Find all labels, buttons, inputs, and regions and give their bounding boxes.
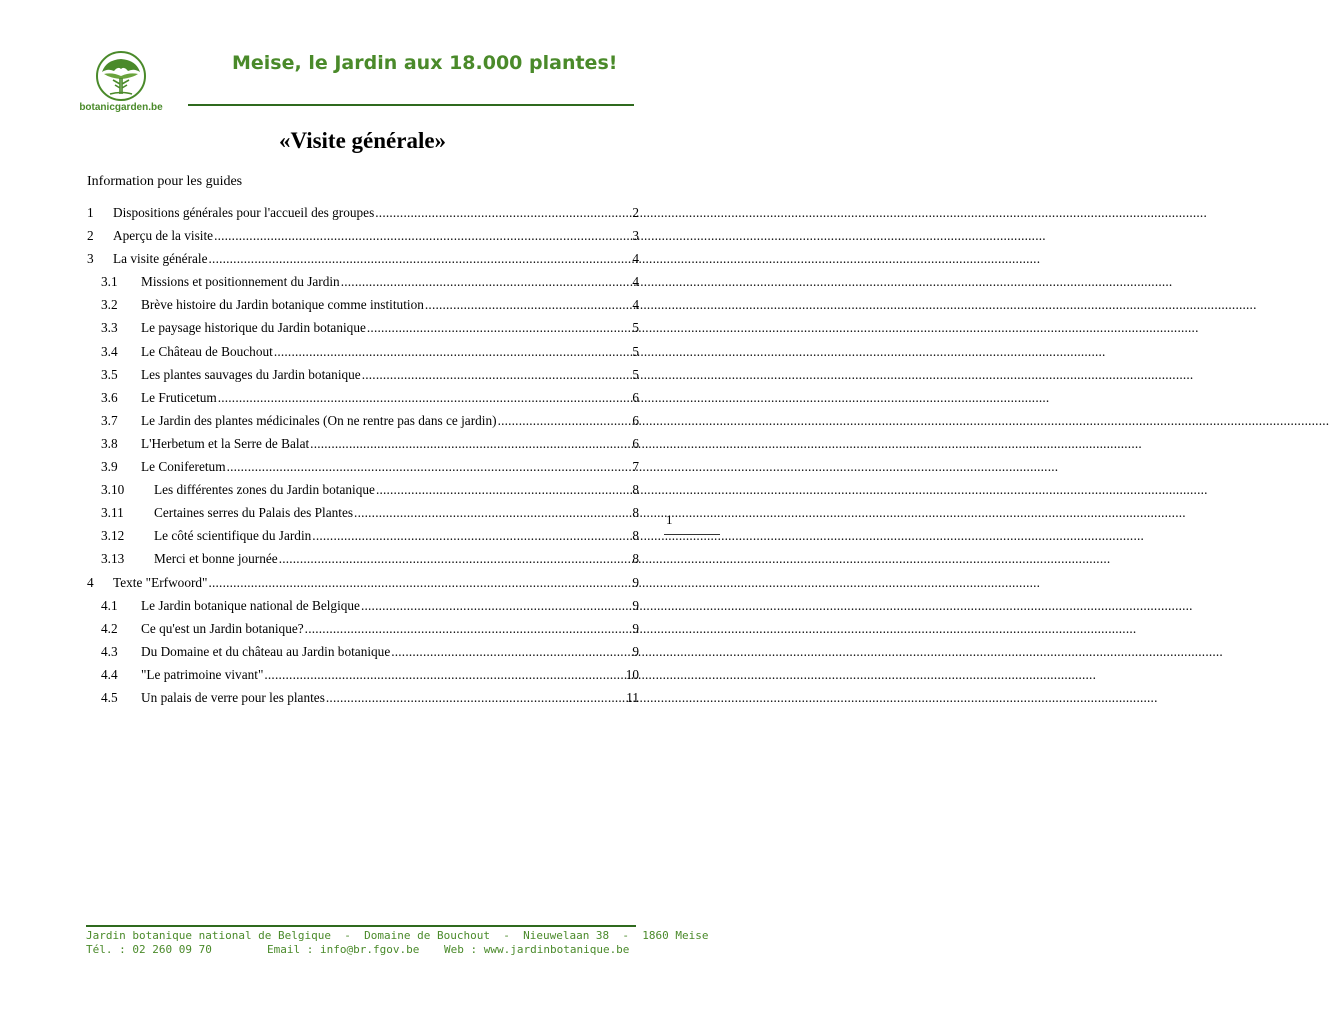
- toc-entry-page: 8: [632, 482, 639, 498]
- toc-dot-leader: [310, 436, 631, 452]
- toc-entry-label: Le Château de Bouchout: [141, 343, 273, 359]
- toc-entry[interactable]: [87, 413, 639, 436]
- page-number-rule: [664, 534, 720, 535]
- toc-entry-number: 3.5: [101, 366, 118, 382]
- toc-entry-label: Le paysage historique du Jardin botanique: [141, 320, 366, 336]
- footer-divider: [86, 925, 636, 927]
- toc-entry-label: Le Coniferetum: [141, 459, 226, 475]
- toc-entry-label: Dispositions générales pour l'accueil des groupes: [113, 205, 375, 220]
- toc-entry-number: 4.5: [101, 689, 118, 705]
- toc-entry[interactable]: [87, 551, 639, 574]
- toc-dot-leader: [208, 575, 631, 591]
- tree-logo-icon: [79, 50, 163, 114]
- toc-entry-label: Texte "Erfwoord": [113, 574, 208, 590]
- toc-entry[interactable]: [87, 482, 639, 505]
- toc-entry-page: 11: [626, 689, 639, 705]
- toc-entry-number: 1: [87, 205, 94, 220]
- toc-entry[interactable]: [87, 644, 639, 667]
- toc-entry-page: 6: [632, 435, 639, 451]
- toc-dot-leader: [362, 367, 632, 383]
- toc-entry[interactable]: [87, 667, 639, 690]
- toc-dot-leader: [326, 690, 625, 706]
- document-title: «Visite générale»: [278, 128, 447, 153]
- toc-dot-leader: [218, 390, 632, 406]
- toc-entry[interactable]: [87, 459, 639, 482]
- toc-entry-page: 3: [632, 228, 639, 244]
- toc-entry-label: Merci et bonne journée: [154, 551, 278, 567]
- toc-dot-leader: [305, 621, 632, 637]
- toc-entry-page: 9: [632, 620, 639, 636]
- header-title: Meise, le Jardin aux 18.000 plantes!: [232, 52, 618, 74]
- toc-entry-label: Le côté scientifique du Jardin: [154, 528, 312, 544]
- header-divider: [188, 104, 634, 106]
- toc-entry-label: L'Herbetum et la Serre de Balat: [141, 435, 310, 451]
- toc-entry-page: 5: [632, 320, 639, 336]
- toc-entry-page: 10: [625, 666, 639, 682]
- toc-entry-number: 3.4: [101, 343, 118, 359]
- document-subtitle: Information pour les guides: [87, 174, 243, 189]
- toc-entry-label: Le Jardin botanique national de Belgique: [141, 597, 360, 613]
- toc-entry-label: Missions et positionnement du Jardin: [141, 274, 340, 290]
- toc-entry-page: 9: [632, 597, 639, 613]
- toc-entry-label: Le Jardin des plantes médicinales (On ne rentre pas dans ce jardin): [141, 412, 497, 428]
- toc-entry-label: Les plantes sauvages du Jardin botanique: [141, 366, 361, 382]
- toc-entry[interactable]: [87, 621, 639, 644]
- toc-entry-label: Un palais de verre pour les plantes: [141, 689, 325, 705]
- toc-entry-number: 3.13: [101, 551, 125, 567]
- toc-entry[interactable]: [87, 297, 639, 320]
- toc-dot-leader: [425, 297, 631, 313]
- toc-entry-number: 3: [87, 251, 94, 267]
- toc-dot-leader: [376, 482, 631, 498]
- toc-entry-page: 8: [632, 505, 639, 521]
- toc-entry[interactable]: [87, 274, 639, 297]
- toc-entry-number: 4.4: [101, 666, 118, 682]
- toc-entry[interactable]: [87, 528, 639, 551]
- footer-email[interactable]: Email : info@br.fgov.be: [267, 943, 420, 956]
- toc-entry-label: La visite générale: [113, 251, 208, 267]
- toc-entry-label: Brève histoire du Jardin botanique comme institution: [141, 297, 424, 313]
- toc-entry-number: 2: [87, 228, 94, 244]
- toc-entry-label: Certaines serres du Palais des Plantes: [154, 505, 354, 521]
- toc-entry-page: 7: [632, 459, 639, 475]
- toc-entry[interactable]: [87, 251, 639, 274]
- toc-entry-number: 4.3: [101, 643, 118, 659]
- toc-entry[interactable]: [87, 344, 639, 367]
- toc-entry-label: Le Fruticetum: [141, 389, 217, 405]
- footer-address: Jardin botanique national de Belgique - Domaine de Bouchout - Nieuwelaan 38 - 1860 Meise: [86, 929, 709, 942]
- toc-entry-number: 3.11: [101, 505, 124, 521]
- toc-entry-number: 3.6: [101, 389, 118, 405]
- toc-entry-page: 4: [632, 297, 639, 313]
- toc-entry[interactable]: [87, 390, 639, 413]
- toc-entry-page: 5: [632, 366, 639, 382]
- toc-dot-leader: [209, 251, 632, 267]
- toc-dot-leader: [214, 228, 631, 244]
- toc-entry-number: 4.1: [101, 597, 118, 613]
- toc-entry-number: 3.2: [101, 297, 118, 313]
- toc-dot-leader: [227, 459, 632, 475]
- toc-entry[interactable]: [87, 320, 639, 343]
- page-number: 1: [666, 512, 673, 527]
- toc-entry-page: 5: [632, 343, 639, 359]
- toc-entry-number: 4: [87, 574, 94, 590]
- toc-entry[interactable]: [87, 205, 639, 228]
- toc-entry-page: 2: [632, 205, 639, 220]
- toc-entry-page: 8: [632, 551, 639, 567]
- footer-phone: Tél. : 02 260 09 70: [86, 943, 212, 956]
- toc-entry[interactable]: [87, 598, 639, 621]
- toc-entry-number: 3.1: [101, 274, 118, 290]
- toc-dot-leader: [264, 667, 624, 683]
- footer-contacts: [86, 943, 636, 956]
- toc-entry[interactable]: [87, 228, 639, 251]
- toc-dot-leader: [361, 598, 631, 614]
- toc-dot-leader: [391, 644, 631, 660]
- toc-dot-leader: [375, 205, 631, 221]
- toc-entry-page: 4: [632, 251, 639, 267]
- toc-entry[interactable]: [87, 505, 639, 528]
- toc-dot-leader: [279, 551, 632, 567]
- toc-entry-label: Les différentes zones du Jardin botanique: [154, 482, 375, 498]
- toc-entry-label: "Le patrimoine vivant": [141, 666, 264, 682]
- table-of-contents: [87, 205, 639, 713]
- toc-entry-page: 6: [632, 389, 639, 405]
- toc-entry[interactable]: [87, 575, 639, 598]
- footer: [86, 929, 709, 956]
- toc-dot-leader: [498, 413, 632, 429]
- footer-web[interactable]: Web : www.jardinbotanique.be: [444, 943, 630, 956]
- toc-entry-label: Ce qu'est un Jardin botanique?: [141, 620, 304, 636]
- toc-entry-number: 3.9: [101, 459, 118, 475]
- toc-entry-page: 6: [632, 412, 639, 428]
- toc-dot-leader: [274, 344, 632, 360]
- logo-wordmark: botanicgarden.be: [79, 102, 163, 113]
- toc-dot-leader: [341, 274, 632, 290]
- toc-entry-page: 9: [632, 574, 639, 590]
- toc-entry-label: Du Domaine et du château au Jardin botanique: [141, 643, 391, 659]
- toc-dot-leader: [354, 505, 631, 521]
- toc-entry[interactable]: [87, 690, 639, 713]
- toc-entry-number: 3.8: [101, 435, 118, 451]
- toc-entry-page: 9: [632, 643, 639, 659]
- toc-entry-number: 4.2: [101, 620, 118, 636]
- botanic-garden-logo: [79, 50, 163, 114]
- toc-entry-page: 4: [632, 274, 639, 290]
- toc-entry[interactable]: [87, 436, 639, 459]
- toc-entry-number: 3.3: [101, 320, 118, 336]
- toc-entry-label: Aperçu de la visite: [113, 228, 214, 244]
- toc-dot-leader: [367, 320, 631, 336]
- toc-entry-number: 3.7: [101, 412, 118, 428]
- toc-dot-leader: [312, 528, 631, 544]
- toc-entry[interactable]: [87, 367, 639, 390]
- toc-entry-number: 3.12: [101, 528, 125, 544]
- toc-entry-page: 8: [632, 528, 639, 544]
- toc-entry-number: 3.10: [101, 482, 125, 498]
